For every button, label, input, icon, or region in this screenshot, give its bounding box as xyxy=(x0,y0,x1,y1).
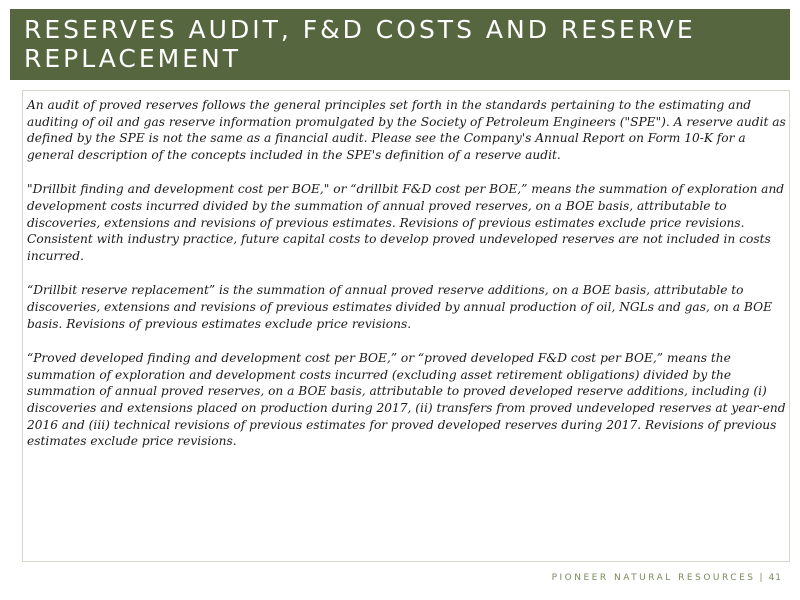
content-body xyxy=(27,97,787,468)
paragraph-drillbit-reserve-replacement: “Drillbit reserve replacement” is the summation of annual proved reserve additions, on a BOE basis, attributable to discoveries, extensions and revisions of previous estimates divided by annual production of oil, NGLs and gas, on a BOE basis. Revisions of previous estimates exclude price revisions. xyxy=(27,283,772,331)
footer xyxy=(552,573,782,583)
title-bar xyxy=(10,9,790,80)
paragraph-reserve-audit: An audit of proved reserves follows the general principles set forth in the standards pertaining to the estimating and auditing of oil and gas reserve information promulgated by the Society of Petroleum Engineers ("SPE"). A reserve audit as defined by the SPE is not the same as a financial audit. Please see the Company's Annual Report on Form 10-K for a general description of the concepts included in the SPE's definition of a reserve audit. xyxy=(27,98,786,162)
footer-company-name: PIONEER NATURAL RESOURCES xyxy=(551,573,756,583)
paragraph-proved-developed-fd-cost: “Proved developed finding and development cost per BOE,” or “proved developed F&D cost per BOE,” means the summation of exploration and development costs incurred (excluding asset retirement obligations) divided by the summation of annual proved reserves, on a BOE basis, attributable to proved developed reserve additions, including (i) discoveries and extensions placed on production during 2017, (ii) transfers from proved undeveloped reserves at year-end 2016 and (iii) technical revisions of previous estimates for proved developed reserves during 2017. Revisions of previous estimates exclude price revisions. xyxy=(27,351,786,449)
page-number: 41 xyxy=(768,573,782,583)
footer-separator: | xyxy=(759,573,763,583)
page-title: RESERVES AUDIT, F&D COSTS AND RESERVE REPLACEMENT xyxy=(24,15,696,73)
paragraph-drillbit-fd-cost: "Drillbit finding and development cost per BOE," or “drillbit F&D cost per BOE,” means the summation of exploration and development costs incurred divided by the summation of annual proved reserves, on a BOE basis, attributable to discoveries, extensions and revisions of previous estimates. Revisions of previous estimates exclude price revisions. Consistent with industry practice, future capital costs to develop proved undeveloped reserves are not included in costs incurred. xyxy=(27,182,785,263)
